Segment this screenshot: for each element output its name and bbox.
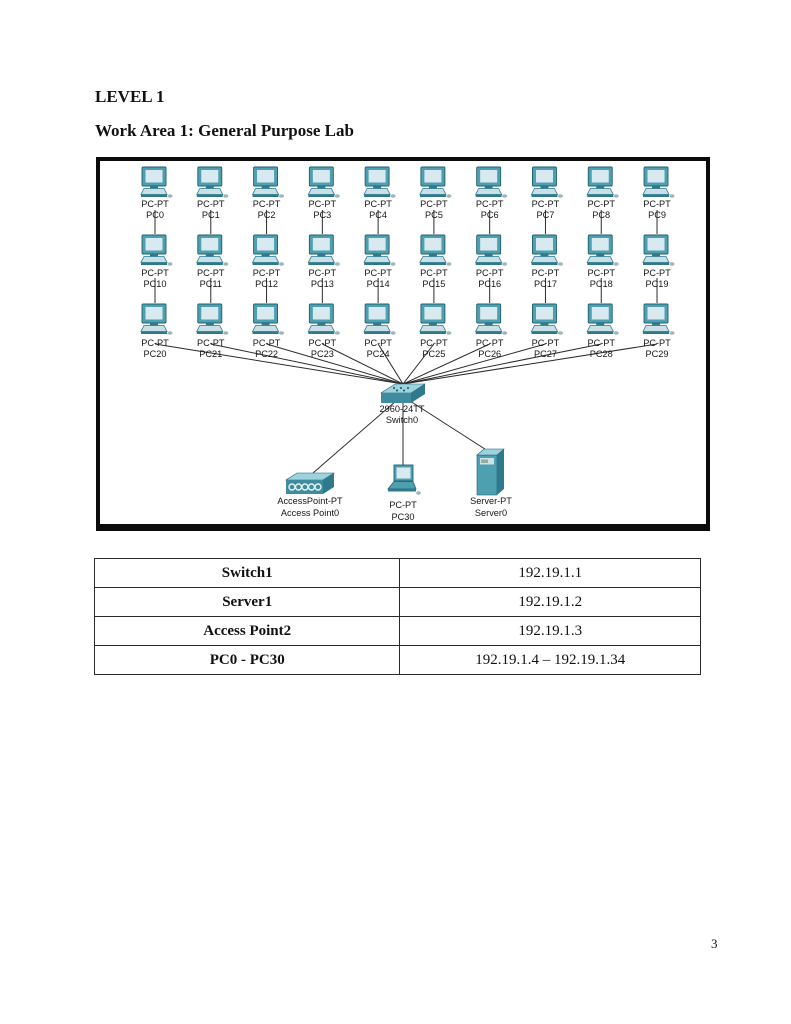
ip-assignment-table — [94, 558, 701, 675]
device-name-label: PC10 — [143, 279, 167, 289]
device-name-label: PC11 — [199, 279, 222, 289]
device-type-label: PC-PT — [308, 199, 337, 209]
device-type-label: AccessPoint-PT — [277, 496, 343, 506]
page-number: 3 — [711, 936, 718, 951]
pc-icon — [253, 304, 285, 335]
pc-icon — [197, 304, 229, 335]
table-row — [95, 588, 701, 617]
device-ip-value: 192.19.1.4 – 192.19.1.34 — [400, 646, 701, 675]
device-type-label: PC-PT — [531, 268, 560, 278]
table-row — [95, 559, 701, 588]
device-type-label: PC-PT — [252, 338, 281, 348]
topology-canvas — [100, 161, 706, 524]
device-type-label: PC-PT — [252, 199, 281, 209]
device-name-label: PC17 — [533, 279, 557, 289]
device-type-label: PC-PT — [141, 338, 169, 348]
device-name-label: PC27 — [533, 349, 557, 359]
device-name-label: PC30 — [391, 512, 415, 522]
pc-icon — [420, 167, 452, 198]
device-name-label: PC13 — [310, 279, 334, 289]
switch-icon — [381, 384, 425, 403]
device-type-label: PC-PT — [531, 338, 560, 348]
device-type-label: PC-PT — [364, 268, 392, 278]
pc-icon — [531, 304, 563, 335]
device-name-label: PC14 — [366, 279, 390, 289]
device-name-label: PC22 — [255, 349, 279, 359]
laptop-icon — [388, 465, 421, 495]
device-name-label: PC15 — [422, 279, 446, 289]
device-type-label: PC-PT — [420, 338, 448, 348]
device-name-label: Access Point0 — [280, 508, 340, 518]
device-name-label: Server0 — [474, 508, 508, 518]
device-name-label: PC5 — [424, 210, 443, 220]
network-topology-figure — [96, 157, 710, 531]
pc-icon — [420, 304, 452, 335]
pc-icon — [420, 235, 452, 266]
pc-icon — [643, 167, 675, 198]
device-name-label: Switch0 — [385, 415, 419, 425]
device-name-label: PC0 — [146, 210, 164, 220]
device-type-label: PC-PT — [643, 199, 671, 209]
pc-icon — [531, 235, 563, 266]
pc-icon — [643, 235, 675, 266]
device-name-label: PC29 — [645, 349, 669, 359]
device-type-label: PC-PT — [420, 268, 448, 278]
pc-icon — [141, 304, 173, 335]
pc-icon — [364, 167, 396, 198]
device-type-label: PC-PT — [196, 338, 225, 348]
device-name-label: PC18 — [589, 279, 613, 289]
device-name-label: PC12 — [255, 279, 279, 289]
device-type-label: PC-PT — [389, 500, 417, 510]
device-type-label: PC-PT — [475, 338, 504, 348]
ip-table-body — [95, 559, 701, 675]
device-name-label: PC3 — [313, 210, 332, 220]
device-name-label: PC25 — [422, 349, 446, 359]
device-type-label: PC-PT — [475, 199, 504, 209]
device-label: Access Point2 — [95, 617, 400, 646]
device-name-label: PC8 — [592, 210, 611, 220]
device-type-label: PC-PT — [308, 338, 337, 348]
table-row — [95, 617, 701, 646]
pc-icon — [587, 167, 619, 198]
device-name-label: PC23 — [310, 349, 334, 359]
device-name-label: PC1 — [201, 210, 220, 220]
device-label: PC0 - PC30 — [95, 646, 400, 675]
device-type-label: PC-PT — [587, 268, 616, 278]
pc-icon — [308, 235, 340, 266]
device-name-label: PC20 — [143, 349, 167, 359]
device-type-label: PC-PT — [196, 268, 225, 278]
server-icon — [477, 449, 504, 495]
device-type-label: PC-PT — [643, 268, 671, 278]
pc-icon — [587, 235, 619, 266]
pc-icon — [141, 235, 173, 266]
device-name-label: PC6 — [480, 210, 499, 220]
device-type-label: PC-PT — [420, 199, 448, 209]
device-type-label: PC-PT — [587, 199, 616, 209]
connection-line — [403, 344, 490, 384]
pc-icon — [197, 167, 229, 198]
device-type-label: PC-PT — [531, 199, 560, 209]
device-name-label: PC2 — [257, 210, 276, 220]
device-label: Switch1 — [95, 559, 400, 588]
device-ip-value: 192.19.1.3 — [400, 617, 701, 646]
device-name-label: PC21 — [199, 349, 223, 359]
pc-icon — [253, 235, 285, 266]
device-type-label: PC-PT — [196, 199, 225, 209]
pc-icon — [476, 304, 508, 335]
device-name-label: PC28 — [589, 349, 613, 359]
pc-icon — [531, 167, 563, 198]
device-name-label: PC16 — [478, 279, 502, 289]
pc-icon — [197, 235, 229, 266]
device-type-label: 2960-24TT — [379, 404, 425, 414]
device-name-label: PC24 — [366, 349, 390, 359]
pc-icon — [364, 235, 396, 266]
device-name-label: PC26 — [478, 349, 502, 359]
pc-icon — [364, 304, 396, 335]
page-title: LEVEL 1 — [95, 87, 165, 106]
pc-icon — [141, 167, 173, 198]
device-type-label: PC-PT — [308, 268, 337, 278]
device-type-label: PC-PT — [252, 268, 281, 278]
device-type-label: PC-PT — [475, 268, 504, 278]
pc-icon — [476, 235, 508, 266]
device-ip-value: 192.19.1.1 — [400, 559, 701, 588]
pc-icon — [587, 304, 619, 335]
device-type-label: PC-PT — [364, 199, 392, 209]
device-type-label: PC-PT — [364, 338, 392, 348]
access-point-icon — [286, 473, 334, 494]
device-label: Server1 — [95, 588, 400, 617]
pc-icon — [476, 167, 508, 198]
pc-icon — [643, 304, 675, 335]
device-name-label: PC19 — [645, 279, 669, 289]
section-title: Work Area 1: General Purpose Lab — [95, 121, 354, 140]
device-name-label: PC4 — [369, 210, 388, 220]
device-name-label: PC9 — [648, 210, 666, 220]
device-ip-value: 192.19.1.2 — [400, 588, 701, 617]
table-row — [95, 646, 701, 675]
device-type-label: PC-PT — [587, 338, 616, 348]
device-type-label: PC-PT — [141, 268, 169, 278]
device-name-label: PC7 — [536, 210, 555, 220]
pc-icon — [308, 167, 340, 198]
device-type-label: PC-PT — [141, 199, 169, 209]
device-type-label: Server-PT — [470, 496, 512, 506]
device-type-label: PC-PT — [643, 338, 671, 348]
pc-icon — [253, 167, 285, 198]
pc-icon — [308, 304, 340, 335]
